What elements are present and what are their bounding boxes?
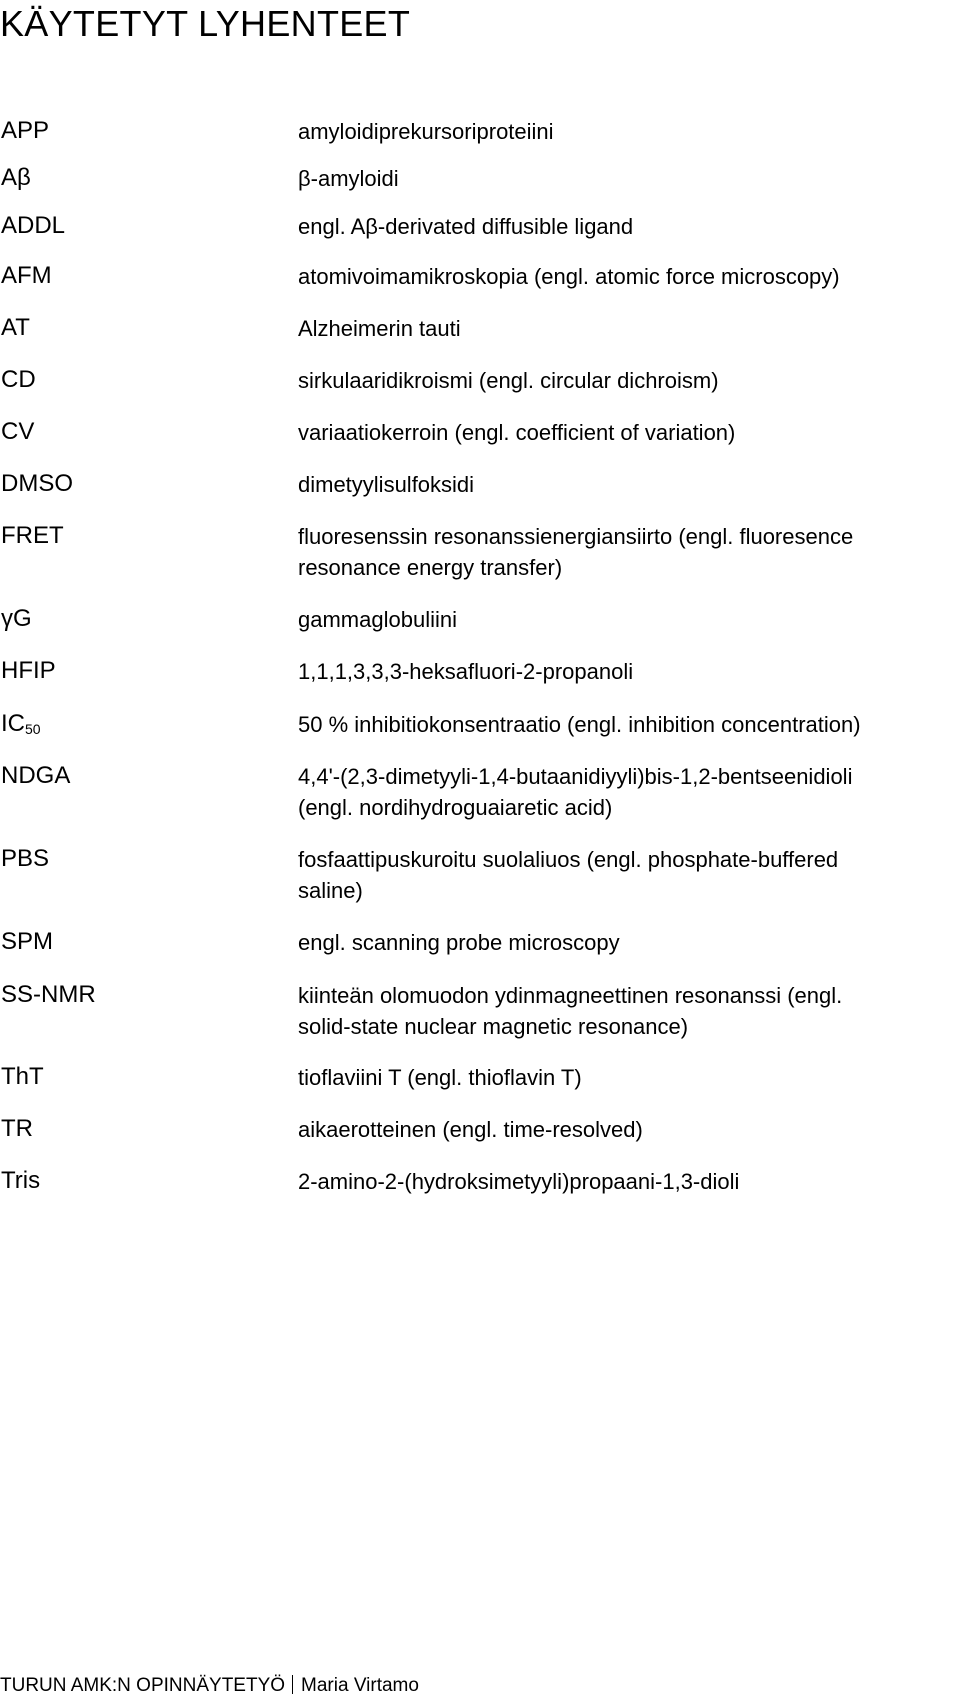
abbreviation-term: CV <box>1 418 35 445</box>
abbreviation-term: CD <box>1 366 36 393</box>
abbreviation-term <box>1 709 41 739</box>
abbreviation-definition: β-amyloidi <box>298 166 399 191</box>
abbreviation-term: APP <box>1 117 50 144</box>
abbreviation-definition: amyloidiprekursoriproteiini <box>298 119 554 144</box>
abbreviation-definition: gammaglobuliini <box>298 607 457 632</box>
definition-line: kiinteän olomuodon ydinmagneettinen resonanssi (engl. <box>298 983 843 1008</box>
page-title: KÄYTETYT LYHENTEET <box>0 3 411 44</box>
abbreviation-definition: sirkulaaridikroismi (engl. circular dichroism) <box>298 368 719 393</box>
abbreviation-definition: 1,1,1,3,3,3-heksafluori-2-propanoli <box>298 659 634 684</box>
abbreviation-term: ADDL <box>1 212 66 239</box>
abbreviation-definition: 50 % inhibitiokonsentraatio (engl. inhibition concentration) <box>298 712 861 737</box>
abbreviation-term: SS-NMR <box>1 981 96 1008</box>
abbreviation-term: AFM <box>1 262 52 289</box>
abbreviation-term: SPM <box>1 928 54 955</box>
abbreviation-definition: aikaerotteinen (engl. time-resolved) <box>298 1117 643 1142</box>
abbreviation-definition: atomivoimamikroskopia (engl. atomic force microscopy) <box>298 264 840 289</box>
abbreviation-term: Tris <box>1 1167 41 1194</box>
definition-line: saline) <box>298 878 363 903</box>
abbreviation-term: AT <box>1 314 30 341</box>
abbreviation-term: PBS <box>1 845 50 872</box>
abbreviation-definition: Alzheimerin tauti <box>298 316 461 341</box>
abbreviation-term: ThT <box>1 1063 44 1090</box>
abbreviation-definition: dimetyylisulfoksidi <box>298 472 475 497</box>
abbreviation-definition: engl. scanning probe microscopy <box>298 930 620 955</box>
definition-line: fluoresenssin resonanssienergiansiirto (engl. fluoresence <box>298 524 854 549</box>
page-footer <box>0 1674 419 1698</box>
definition-line: solid-state nuclear magnetic resonance) <box>298 1014 689 1039</box>
abbreviation-term: NDGA <box>1 762 71 789</box>
term-text: IC <box>1 710 25 737</box>
abbreviation-term: TR <box>1 1115 33 1142</box>
footer-institution: TURUN AMK:N OPINNÄYTETYÖ <box>0 1675 286 1696</box>
abbreviation-definition <box>298 761 958 823</box>
term-subscript: 50 <box>25 721 41 737</box>
abbreviation-definition: variaatiokerroin (engl. coefficient of variation) <box>298 420 736 445</box>
abbreviation-term: HFIP <box>1 657 56 684</box>
abbreviation-definition <box>298 844 958 906</box>
abbreviation-definition: 2-amino-2-(hydroksimetyyli)propaani-1,3-dioli <box>298 1169 740 1194</box>
abbreviation-definition <box>298 521 958 583</box>
footer-author: Maria Virtamo <box>301 1675 419 1696</box>
footer-separator <box>292 1675 293 1694</box>
abbreviation-term: DMSO <box>1 470 73 497</box>
definition-line: fosfaattipuskuroitu suolaliuos (engl. phosphate-buffered <box>298 847 839 872</box>
abbreviation-term: Aβ <box>1 164 31 191</box>
abbreviation-term: FRET <box>1 522 64 549</box>
definition-line: (engl. nordihydroguaiaretic acid) <box>298 795 613 820</box>
abbreviation-term: γG <box>1 605 32 632</box>
abbreviation-definition: engl. Aβ-derivated diffusible ligand <box>298 214 634 239</box>
abbreviation-definition: tioflaviini T (engl. thioflavin T) <box>298 1065 582 1090</box>
definition-line: 4,4'-(2,3-dimetyyli-1,4-butaanidiyyli)bis-1,2-bentseenidioli <box>298 764 853 789</box>
abbreviation-definition <box>298 980 958 1042</box>
definition-line: resonance energy transfer) <box>298 555 563 580</box>
